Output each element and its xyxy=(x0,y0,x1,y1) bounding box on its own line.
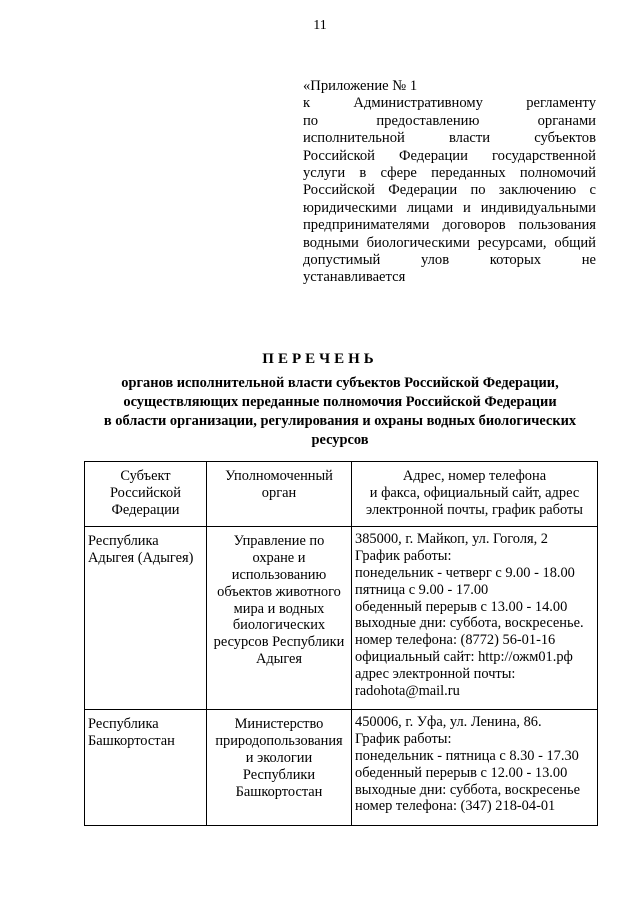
appendix-line: допустимый улов которых не xyxy=(303,252,596,269)
authority-cell xyxy=(207,710,352,826)
subject-cell xyxy=(85,527,207,710)
authority-line: Адыгея xyxy=(255,650,303,667)
authority-line: ресурсов Республики xyxy=(213,634,345,651)
address-line: График работы: xyxy=(355,731,452,748)
appendix-line: услуги в сфере переданных полномочий xyxy=(303,165,596,182)
address-line: 450006, г. Уфа, ул. Ленина, 86. xyxy=(355,714,542,731)
phone-line: номер телефона: (347) 218-04-01 xyxy=(355,798,556,815)
authority-line: биологических xyxy=(232,617,326,634)
table-header-row xyxy=(85,462,598,527)
subtitle-line: органов исполнительной власти субъектов Российской Федерации, xyxy=(121,375,559,391)
subject-cell xyxy=(85,710,207,826)
address-line: адрес электронной почты: xyxy=(355,665,516,682)
address-cell xyxy=(352,710,598,826)
authority-line: Управление по xyxy=(233,533,325,550)
address-line: График работы: xyxy=(355,548,452,565)
authority-line: Министерство xyxy=(234,716,324,733)
authority-line: мира и водных xyxy=(233,600,325,617)
authority-cell xyxy=(207,527,352,710)
subject-line: Республика xyxy=(88,716,159,733)
appendix-line: водными биологическими ресурсами, общий xyxy=(303,234,596,251)
page-number: 11 xyxy=(313,18,327,33)
subject-line: Башкортостан xyxy=(88,733,175,750)
authority-line: и экологии xyxy=(245,749,313,766)
appendix-line: к Административному регламенту xyxy=(303,95,596,112)
header-line: Российской xyxy=(110,484,181,501)
header-address xyxy=(352,462,598,527)
appendix-line: Российской Федерации по заключению с xyxy=(303,182,596,199)
appendix-line: по предоставлению органами xyxy=(303,112,596,129)
address-line: понедельник - пятница с 8.30 - 17.30 xyxy=(355,747,579,764)
authorities-table xyxy=(84,461,598,826)
header-line: электронной почты, график работы xyxy=(366,501,583,518)
address-line: понедельник - четверг с 9.00 - 18.00 xyxy=(355,564,575,581)
header-line: орган xyxy=(261,484,297,501)
header-line: Субъект xyxy=(120,468,171,484)
subtitle-line: ресурсов xyxy=(311,432,369,448)
authority-line: использованию xyxy=(231,566,327,583)
address-cell xyxy=(352,527,598,710)
subtitle-line: осуществляющих переданные полномочия Российской Федерации xyxy=(123,394,557,410)
header-line: Адрес, номер телефона xyxy=(402,468,547,484)
appendix-line: юридическими лицами и индивидуальными xyxy=(303,199,596,216)
document-subtitle xyxy=(90,374,590,450)
table-row xyxy=(85,527,598,710)
phone-line: номер телефона: (8772) 56-01-16 xyxy=(355,632,556,649)
authority-line: объектов животного xyxy=(217,583,341,600)
appendix-reference xyxy=(303,78,596,287)
document-title: ПЕРЕЧЕНЬ xyxy=(262,351,378,367)
header-line: Уполномоченный xyxy=(225,468,333,484)
authority-line: Республики xyxy=(242,766,316,783)
header-authority xyxy=(207,462,352,527)
appendix-line: предпринимателями договоров пользования xyxy=(303,217,596,234)
subtitle-line: в области организации, регулирования и охраны водных биологических xyxy=(103,413,577,429)
header-line: и факса, официальный сайт, адрес xyxy=(369,484,580,501)
authority-line: природопользования xyxy=(215,733,343,750)
appendix-line: Российской Федерации государственной xyxy=(303,147,596,164)
appendix-line: исполнительной власти субъектов xyxy=(303,130,596,147)
address-line: выходные дни: суббота, воскресенье xyxy=(355,781,580,798)
address-line: обеденный перерыв с 12.00 - 13.00 xyxy=(355,764,568,781)
appendix-line: устанавливается xyxy=(303,269,406,286)
address-line: 385000, г. Майкоп, ул. Гоголя, 2 xyxy=(355,531,549,548)
header-subject xyxy=(85,462,207,527)
appendix-line: «Приложение № 1 xyxy=(303,78,418,94)
website-line: официальный сайт: http://ожм01.рф xyxy=(355,648,573,665)
address-line: обеденный перерыв с 13.00 - 14.00 xyxy=(355,598,568,615)
address-line: пятница с 9.00 - 17.00 xyxy=(355,581,489,598)
address-line: выходные дни: суббота, воскресенье. xyxy=(355,615,584,632)
authority-line: Башкортостан xyxy=(235,783,323,800)
subject-line: Адыгея (Адыгея) xyxy=(88,550,194,567)
header-line: Федерации xyxy=(111,501,180,518)
email-line: radohota@mail.ru xyxy=(355,682,460,699)
subject-line: Республика xyxy=(88,533,159,550)
authority-line: охране и xyxy=(252,550,306,567)
table-row xyxy=(85,710,598,826)
